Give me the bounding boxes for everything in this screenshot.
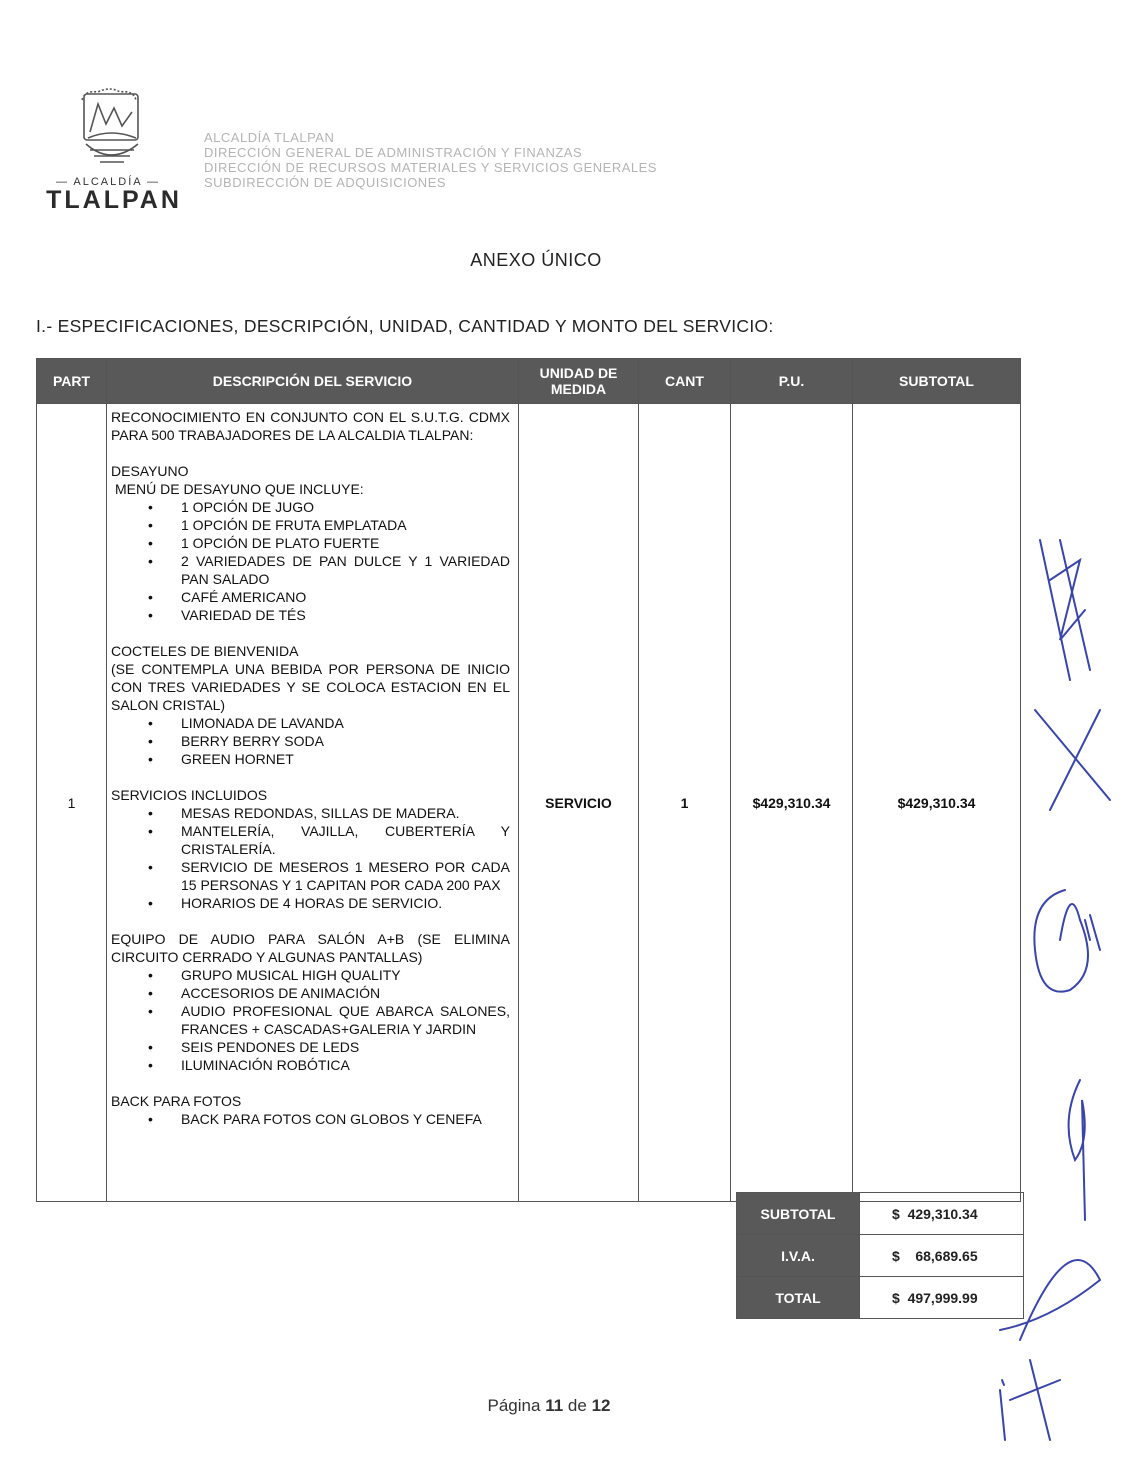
- logo-text-main: TLALPAN: [46, 186, 182, 214]
- desc-back: [111, 1092, 510, 1128]
- subtotal-value: $ 429,310.34: [860, 1193, 1024, 1235]
- desc-desayuno: [111, 462, 510, 624]
- pagina-word: Página: [487, 1396, 541, 1415]
- list-item: • VARIEDAD DE TÉS: [181, 606, 510, 624]
- table-row: [37, 404, 1021, 1202]
- list-item: • BERRY BERRY SODA: [181, 732, 510, 750]
- list-item: • MESAS REDONDAS, SILLAS DE MADERA.: [181, 804, 510, 822]
- list-item: • 1 OPCIÓN DE JUGO: [181, 498, 510, 516]
- totals-table: [736, 1192, 1024, 1319]
- list-item: • 2 VARIEDADES DE PAN DULCE Y 1 VARIEDAD PAN SALADO: [181, 552, 510, 588]
- cell-cant: 1: [639, 404, 731, 1202]
- list-item: • 1 OPCIÓN DE PLATO FUERTE: [181, 534, 510, 552]
- page-title: ANEXO ÚNICO: [470, 250, 602, 270]
- iva-value: $ 68,689.65: [860, 1235, 1024, 1277]
- list-item: • GREEN HORNET: [181, 750, 510, 768]
- header-line: DIRECCIÓN GENERAL DE ADMINISTRACIÓN Y FINANZAS: [204, 145, 583, 160]
- equipo-title: EQUIPO DE AUDIO PARA SALÓN A+B (SE ELIMINA CIRCUITO CERRADO Y ALGUNAS PANTALLAS): [111, 931, 510, 965]
- list-item: • ILUMINACIÓN ROBÓTICA: [181, 1056, 510, 1074]
- cell-subtotal: $429,310.34: [853, 404, 1021, 1202]
- list-item: • SEIS PENDONES DE LEDS: [181, 1038, 510, 1056]
- desc-cocteles: [111, 642, 510, 768]
- back-list: [111, 1110, 510, 1128]
- totals-row-iva: [737, 1235, 1024, 1277]
- list-item: • AUDIO PROFESIONAL QUE ABARCA SALONES, FRANCES + CASCADAS+GALERIA Y JARDIN: [181, 1002, 510, 1038]
- de-word: de: [567, 1396, 587, 1415]
- total-pages: 12: [591, 1396, 611, 1415]
- table-header-row: [37, 359, 1021, 404]
- desayuno-list: [111, 498, 510, 624]
- header-lines: [204, 130, 657, 190]
- col-header-cant: CANT: [639, 359, 731, 404]
- list-item: • MANTELERÍA, VAJILLA, CUBERTERÍA Y CRISTALERÍA.: [181, 822, 510, 858]
- back-title: BACK PARA FOTOS: [111, 1093, 242, 1109]
- desayuno-title: DESAYUNO: [111, 463, 189, 479]
- current-page: 11: [545, 1396, 564, 1415]
- cocteles-note: (SE CONTEMPLA UNA BEBIDA POR PERSONA DE INICIO CON TRES VARIEDADES Y SE COLOCA ESTACION EN EL SALON CRISTAL): [111, 661, 510, 713]
- cell-descripcion: [107, 404, 519, 1202]
- cocteles-title: COCTELES DE BIENVENIDA: [111, 643, 299, 659]
- section-title: I.- ESPECIFICACIONES, DESCRIPCIÓN, UNIDAD, CANTIDAD Y MONTO DEL SERVICIO:: [36, 316, 774, 336]
- col-header-pu: P.U.: [731, 359, 853, 404]
- list-item: • 1 OPCIÓN DE FRUTA EMPLATADA: [181, 516, 510, 534]
- iva-label: I.V.A.: [737, 1235, 860, 1277]
- total-value: $ 497,999.99: [860, 1277, 1024, 1319]
- desc-equipo: [111, 930, 510, 1074]
- col-header-part: PART: [37, 359, 107, 404]
- list-item: • HORARIOS DE 4 HORAS DE SERVICIO.: [181, 894, 510, 912]
- page-number: [0, 1396, 1098, 1416]
- servicios-list: [111, 804, 510, 912]
- signatures-icon: [990, 520, 1138, 1460]
- list-item: • BACK PARA FOTOS CON GLOBOS Y CENEFA: [181, 1110, 510, 1128]
- col-header-descripcion: DESCRIPCIÓN DEL SERVICIO: [107, 359, 519, 404]
- desc-intro: RECONOCIMIENTO EN CONJUNTO CON EL S.U.T.G. CDMX PARA 500 TRABAJADORES DE LA ALCALDIA TLALPAN:: [111, 409, 510, 443]
- col-header-unidad: UNIDAD DE MEDIDA: [519, 359, 639, 404]
- totals-row-subtotal: [737, 1193, 1024, 1235]
- cocteles-list: [111, 714, 510, 768]
- equipo-list: [111, 966, 510, 1074]
- cell-unidad: SERVICIO: [519, 404, 639, 1202]
- total-label: TOTAL: [737, 1277, 860, 1319]
- servicios-title: SERVICIOS INCLUIDOS: [111, 787, 268, 803]
- cell-pu: $429,310.34: [731, 404, 853, 1202]
- list-item: • LIMONADA DE LAVANDA: [181, 714, 510, 732]
- header-line: DIRECCIÓN DE RECURSOS MATERIALES Y SERVICIOS GENERALES: [204, 160, 657, 175]
- col-header-subtotal: SUBTOTAL: [853, 359, 1021, 404]
- totals-row-total: [737, 1277, 1024, 1319]
- list-item: • GRUPO MUSICAL HIGH QUALITY: [181, 966, 510, 984]
- logo-text-top: — ALCALDÍA —: [55, 176, 161, 188]
- list-item: • CAFÉ AMERICANO: [181, 588, 510, 606]
- list-item: • SERVICIO DE MESEROS 1 MESERO POR CADA 15 PERSONAS Y 1 CAPITAN POR CADA 200 PAX: [181, 858, 510, 894]
- subtotal-label: SUBTOTAL: [737, 1193, 860, 1235]
- header-line: ALCALDÍA TLALPAN: [204, 130, 335, 145]
- desc-servicios: [111, 786, 510, 912]
- services-table: [36, 358, 1021, 1202]
- cell-part: 1: [37, 404, 107, 1202]
- header-line: SUBDIRECCIÓN DE ADQUISICIONES: [204, 175, 447, 190]
- desayuno-subtitle: MENÚ DE DESAYUNO QUE INCLUYE:: [115, 481, 364, 497]
- list-item: • ACCESORIOS DE ANIMACIÓN: [181, 984, 510, 1002]
